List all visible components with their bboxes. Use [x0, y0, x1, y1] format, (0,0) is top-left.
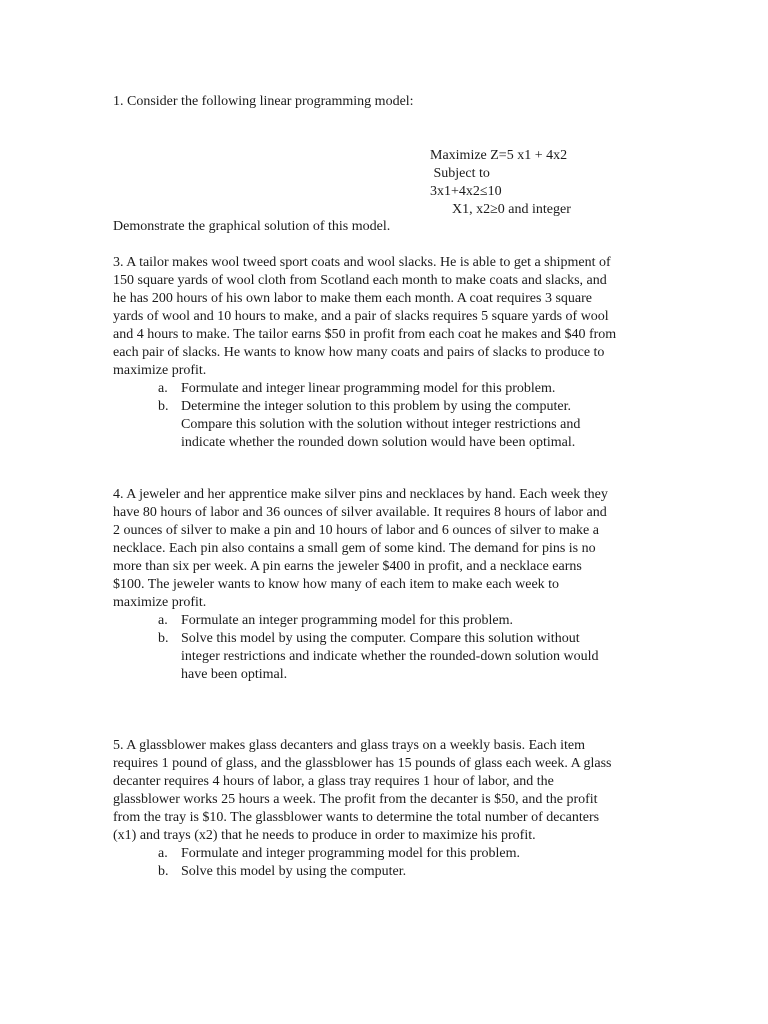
list-marker: b. [158, 399, 169, 414]
list-item: Formulate and integer programming model for this problem. [181, 846, 521, 861]
paragraph-line: (x1) and trays (x2) that he needs to produce in order to maximize his profit. [113, 828, 536, 843]
paragraph-line: each pair of slacks. He wants to know how many coats and pairs of slacks to produce to [113, 345, 605, 360]
list-item-continuation: indicate whether the rounded down solution would have been optimal. [181, 435, 576, 450]
paragraph-line: maximize profit. [113, 363, 207, 378]
paragraph-line: yards of wool and 10 hours to make, and a pair of slacks requires 5 square yards of wool [113, 309, 609, 324]
paragraph-line: he has 200 hours of his own labor to make them each month. A coat requires 3 square [113, 291, 592, 306]
paragraph-line: glassblower works 25 hours a week. The profit from the decanter is $50, and the profit [113, 792, 598, 807]
paragraph-line: $100. The jeweler wants to know how many of each item to make each week to [113, 577, 560, 592]
subject-to-label: Subject to [430, 166, 490, 181]
question-1-closing: Demonstrate the graphical solution of this model. [113, 219, 391, 234]
list-item: Determine the integer solution to this problem by using the computer. [181, 399, 571, 414]
list-item-continuation: Compare this solution with the solution without integer restrictions and [181, 417, 581, 432]
paragraph-line: and 4 hours to make. The tailor earns $50 in profit from each coat he makes and $40 from [113, 327, 617, 342]
paragraph-line: 150 square yards of wool cloth from Scotland each month to make coats and slacks, and [113, 273, 607, 288]
paragraph-line: from the tray is $10. The glassblower wants to determine the total number of decanters [113, 810, 600, 825]
paragraph-line: 3. A tailor makes wool tweed sport coats and wool slacks. He is able to get a shipment of [113, 255, 611, 270]
list-item: Formulate and integer linear programming model for this problem. [181, 381, 556, 396]
objective-function: Maximize Z=5 x1 + 4x2 [430, 148, 568, 163]
list-marker: b. [158, 864, 169, 879]
paragraph-line: requires 1 pound of glass, and the glassblower has 15 pounds of glass each week. A glass [113, 756, 612, 771]
paragraph-line: 5. A glassblower makes glass decanters and glass trays on a weekly basis. Each item [113, 738, 585, 753]
constraint: 3x1+4x2≤10 [430, 184, 502, 199]
paragraph-line: have 80 hours of labor and 36 ounces of silver available. It requires 8 hours of labor and [113, 505, 607, 520]
list-item: Solve this model by using the computer. Compare this solution without [181, 631, 580, 646]
list-item-continuation: have been optimal. [181, 667, 288, 682]
paragraph-line: maximize profit. [113, 595, 207, 610]
paragraph-line: more than six per week. A pin earns the jeweler $400 in profit, and a necklace earns [113, 559, 582, 574]
paragraph-line: necklace. Each pin also contains a small gem of some kind. The demand for pins is no [113, 541, 596, 556]
list-marker: a. [158, 381, 168, 396]
paragraph-line: 2 ounces of silver to make a pin and 10 hours of labor and 6 ounces of silver to make a [113, 523, 599, 538]
question-1-intro: 1. Consider the following linear programming model: [113, 94, 414, 109]
list-marker: b. [158, 631, 169, 646]
list-marker: a. [158, 613, 168, 628]
paragraph-line: 4. A jeweler and her apprentice make silver pins and necklaces by hand. Each week they [113, 487, 608, 502]
nonnegativity-constraint: X1, x2≥0 and integer [452, 202, 571, 217]
list-marker: a. [158, 846, 168, 861]
paragraph-line: decanter requires 4 hours of labor, a glass tray requires 1 hour of labor, and the [113, 774, 554, 789]
list-item-continuation: integer restrictions and indicate whether the rounded-down solution would [181, 649, 599, 664]
list-item: Formulate an integer programming model for this problem. [181, 613, 514, 628]
list-item: Solve this model by using the computer. [181, 864, 407, 879]
